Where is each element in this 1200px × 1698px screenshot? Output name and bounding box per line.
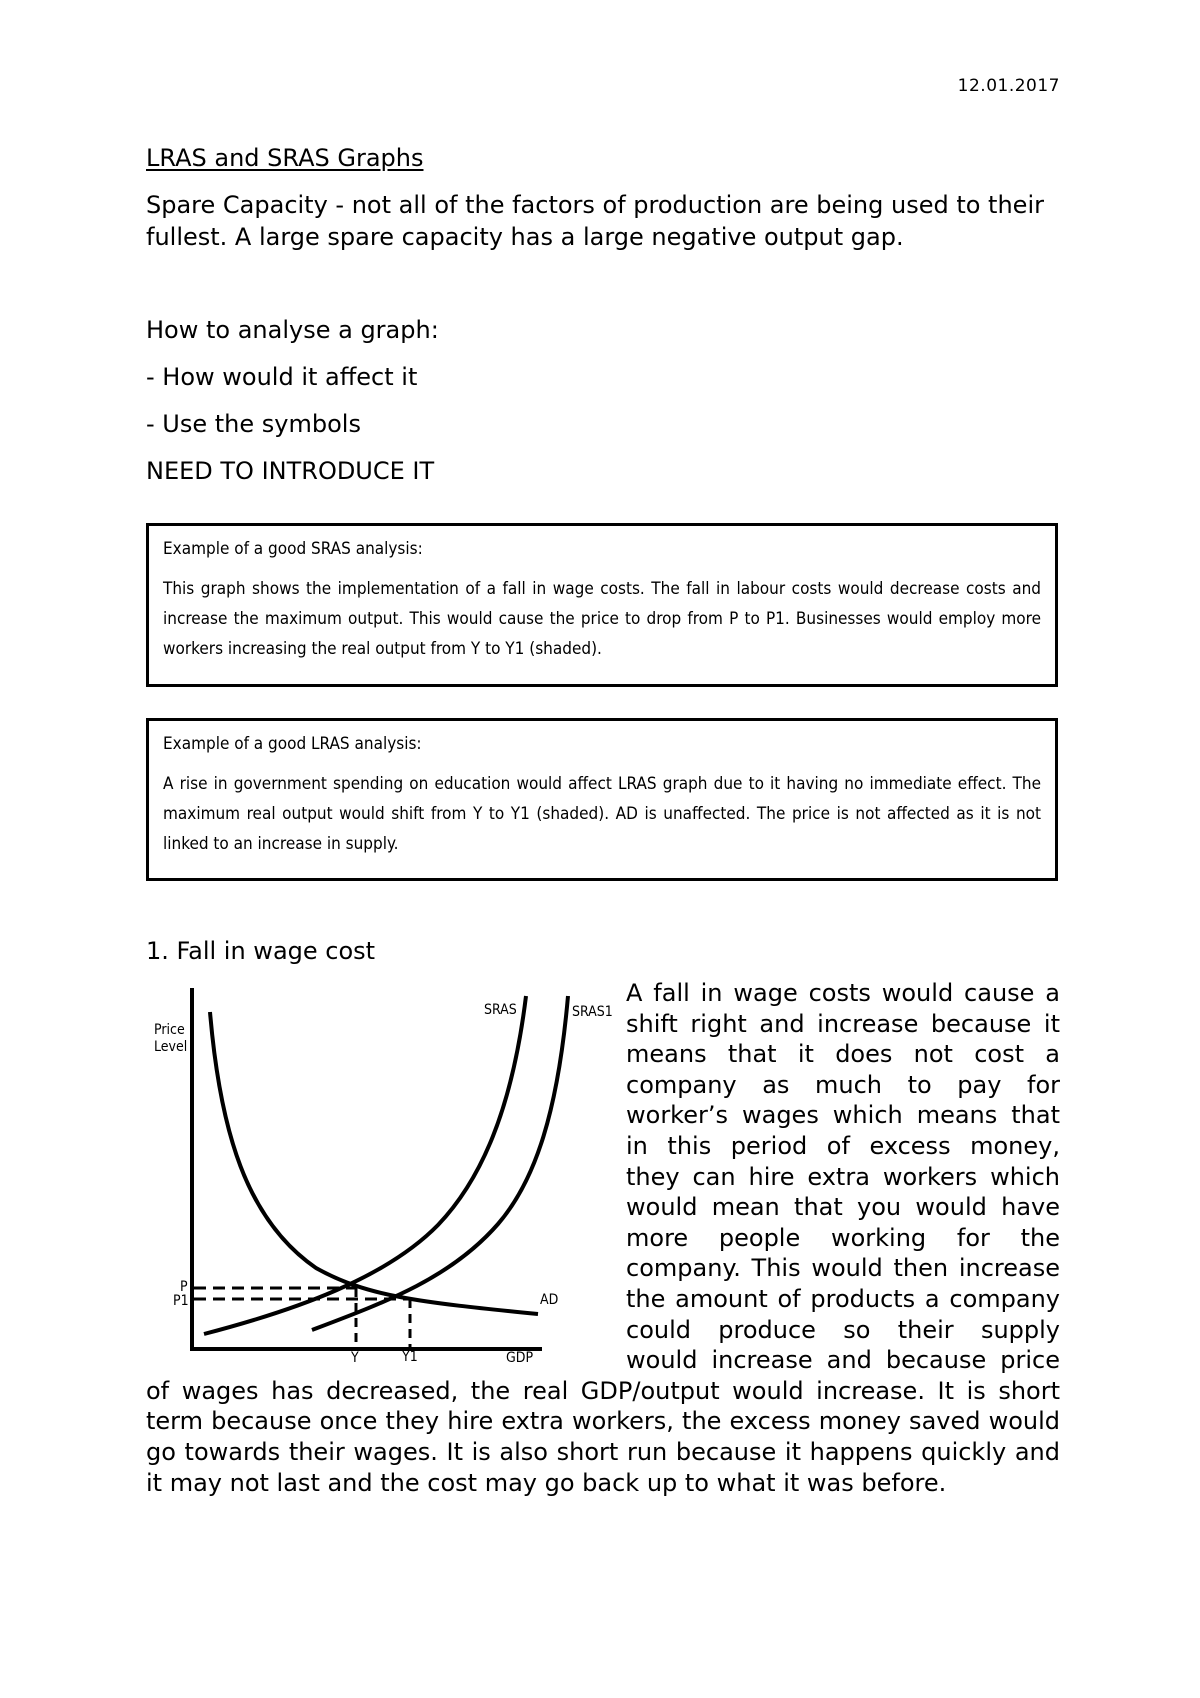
how-to-title: How to analyse a graph: [146, 316, 439, 344]
lras-analysis-box [146, 718, 1058, 881]
page-title: LRAS and SRAS Graphs [146, 144, 424, 172]
sras-box-body: This graph shows the implementation of a fall in wage costs. The fall in labour costs would decrease costs and increase the maximum output. This would cause the price to drop from P to P1. Businesses would employ more workers increasing the real output from Y to Y1 (shaded). [163, 579, 1041, 659]
sras-shift-graph [146, 980, 626, 1366]
y-axis-label-line1: Price [154, 1022, 185, 1038]
sras1-label: SRAS1 [572, 1004, 613, 1020]
sras-box-title: Example of a good SRAS analysis: [163, 539, 423, 559]
p-label: P [180, 1279, 188, 1295]
document-date: 12.01.2017 [957, 76, 1060, 96]
sras-curve [204, 996, 526, 1334]
ad-curve [210, 1012, 538, 1314]
y-axis-label-line2: Level [154, 1039, 188, 1055]
lras-box-body: A rise in government spending on education would affect LRAS graph due to it having no immediate effect. The maximum real output would shift from Y to Y1 (shaded). AD is unaffected. The price is not affected as it is not linked to an increase in supply. [163, 774, 1041, 854]
ad-label: AD [540, 1292, 559, 1308]
section-body: A fall in wage costs would cause a shift right and increase because it means that it does not cost a company as much to pay for worker’s wages which means that in this period of excess money, they can hire extra workers which would mean that you would have more people working for the company. This would then increase the amount of products a company could produce so their supply would increase and because price of wages has decreased, the real GDP/output would increase. It is short term because once they hire extra workers, the excess money saved would go towards their wages. It is also short run because it happens quickly and it may not last and the cost may go back up to what it was before. [146, 979, 1060, 1497]
sras-label: SRAS [484, 1002, 517, 1018]
sras-analysis-box [146, 523, 1058, 687]
y-label: Y [351, 1350, 359, 1366]
how-to-item-2: - Use the symbols [146, 410, 361, 438]
p1-label: P1 [173, 1293, 189, 1309]
sras1-curve [312, 996, 568, 1330]
y1-label: Y1 [402, 1349, 418, 1365]
how-to-item-3: NEED TO INTRODUCE IT [146, 457, 435, 485]
lras-box-title: Example of a good LRAS analysis: [163, 734, 422, 754]
section-title: 1. Fall in wage cost [146, 937, 376, 965]
x-axis-label: GDP [506, 1350, 534, 1366]
section-wrap [146, 978, 1060, 1498]
spare-capacity-paragraph: Spare Capacity - not all of the factors of production are being used to their fullest. A large spare capacity has a large negative output gap. [146, 191, 1044, 251]
how-to-item-1: - How would it affect it [146, 363, 418, 391]
